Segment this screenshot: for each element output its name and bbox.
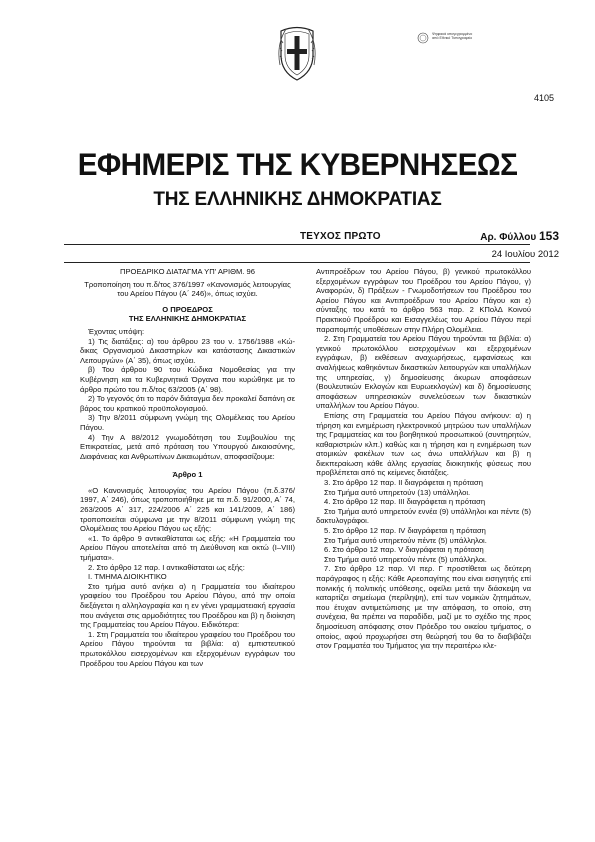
- paragraph: Στο Τμήμα αυτό υπηρετούν πέντε (5) υπάλληλοι.: [324, 535, 487, 545]
- paragraph: 1. Στη Γραμματεία του ιδιαίτερου γραφείου του Προέδρου του Αρείου Πάγου τηρούνται τα βιβλία: α) εμπιστευτικού πρωτοκόλλου εισερχομένων και εξερχομένων εγγράφων του Προέδρου του Αρείου Πάγου και των: [80, 629, 295, 668]
- paragraph: 5. Στο άρθρο 12 παρ. IV διαγράφεται η πρόταση: [324, 526, 486, 536]
- paragraph: Άρθρο 1: [172, 470, 203, 480]
- paragraph: 2. Στο άρθρο 12 παρ. I αντικαθίσταται ως εξής:: [88, 562, 245, 572]
- paragraph: Έχοντας υπόψη:: [88, 326, 145, 336]
- gazette-title: ΕΦΗΜΕΡΙΣ ΤΗΣ ΚΥΒΕΡΝΗΣΕΩΣ: [77, 146, 518, 182]
- paragraph: 2) Το γεγονός ότι το παρόν διάταγμα δεν προκαλεί δαπάνη σε βάρος του κρατικού προϋπολογισμού.: [80, 394, 295, 413]
- paragraph: «Ο Κανονισμός λειτουργίας του Αρείου Πάγου (π.δ.376/ 1997, Α΄ 246), όπως τροποποιήθηκε με τα π.δ. 91/2000, Α΄ 74, 263/2005 Α΄ 317, 224/2006 Α΄ 225 και 141/2009, Α΄ 186) τροποποιείται σύμφωνα με την 8/2011 σύμφωνη γνώμη της Ολομέλειας του Αρείου Πάγου ως εξής:: [80, 485, 295, 534]
- paragraph: Τροποποίηση του π.δ/τος 376/1997 «Κανονισμός λειτουργίας του Αρείου Πάγου (Α΄ 246)», όπως ισχύει.: [84, 279, 291, 299]
- paragraph: ΠΡΟΕΔΡΙΚΟ ΔΙΑΤΑΓΜΑ ΥΠ' ΑΡΙΘΜ. 96: [120, 267, 255, 276]
- paragraph: β) Του άρθρου 90 του Κώδικα Νομοθεσίας για την Κυβέρνηση και τα Κυβερνητικά Όργανα που κυρώθηκε με το άρθρο πρώτο του π.δ/τος 63/2005 (Α΄ 98).: [80, 365, 295, 394]
- greek-coat-of-arms-icon: [278, 25, 316, 83]
- header-rule-bottom: [64, 262, 530, 263]
- stamp-text: Ψηφιακά υπογεγραμμένο από Εθνικό Τυπογραφείο: [432, 32, 473, 41]
- paragraph: Επίσης στη Γραμματεία του Αρείου Πάγου ανήκουν: α) η τήρηση και ενημέρωση ηλεκτρονικού μητρώου των υπαλλήλων της Γραμματείας και του βοηθητικού προσωπικού (συντηρητών, καθαριστριών κλπ.) καθώς και η τήρηση και η ενημέρωση των ατομικών φακέλων των ως άνω υπαλλήλων και β) η διεκπεραίωση κάθε άλλης εργασίας διοικητικής φύσεως που προβλέπεται από τις κείμενες διατάξεις.: [316, 410, 531, 478]
- sheet-label: Αρ. Φύλλου: [480, 232, 537, 243]
- paragraph: «1. Το άρθρο 9 αντικαθίσταται ως εξής: «Η Γραμματεία του Αρείου Πάγου αποτελείται από τη Διεύθυνση και οκτώ (I–VIII) τμήματα».: [80, 533, 295, 563]
- issue-date: 24 Ιουλίου 2012: [491, 249, 559, 260]
- paragraph: 3) Την 8/2011 σύμφωνη γνώμη της Ολομέλειας του Αρείου Πάγου.: [80, 413, 295, 432]
- paragraph: 1) Τις διατάξεις: α) του άρθρου 23 του ν. 1756/1988 «Κώδικας Οργανισμού Δικαστηρίων και κατάστασης Δικαστικών Λειτουργών» (Α΄ 35), όπως ισχύει.: [80, 336, 295, 365]
- gazette-subtitle: ΤΗΣ ΕΛΛΗΝΙΚΗΣ ΔΗΜΟΚΡΑΤΙΑΣ: [153, 189, 442, 210]
- signature-seal-icon: [417, 32, 429, 44]
- paragraph: Στο Τμήμα αυτό υπηρετούν εννέα (9) υπάλληλοι και πέντε (5) δακτυλογράφοι.: [316, 506, 531, 526]
- digital-signature-stamp: [417, 32, 473, 44]
- paragraph: Στο Τμήμα αυτό υπηρετούν πέντε (5) υπάλληλοι.: [324, 554, 487, 564]
- page-number: 4105: [534, 93, 555, 103]
- paragraph: 3. Στο άρθρο 12 παρ. II διαγράφεται η πρόταση: [324, 478, 483, 488]
- header-rule-top: [64, 244, 530, 245]
- paragraph: 4) Την Α 88/2012 γνωμοδότηση του Συμβουλίου της Επικρατείας, μετά από πρόταση του Υπουργού Δικαιοσύνης, Διαφάνειας και Ανθρωπίνων Δικαιωμάτων, αποφασίζουμε:: [80, 432, 295, 461]
- paragraph: Ο ΠΡΟΕΔΡΟΣ: [162, 304, 213, 314]
- sheet-number-block: [480, 229, 559, 243]
- paragraph: 7. Στο άρθρο 12 παρ. VI περ. Γ προστίθεται ως δεύτερη παράγραφος η εξής: Κάθε Αρεοπαγίτης που είναι εισηγητής επί ποινικής ή πολιτικής υπόθεσης, οφείλει μετά την διάσκεψη να καταρτίζει σημείωμα (περίληψη), επί των νομικών ζητημάτων, που έτυχαν αντιμετώπισης με την απόφαση, το οποίο, στη συνέχεια, θα πρέπει να παραδίδει, μαζί με το σχέδιο της προς δημοσίευση απόφασης στον Πρόεδρο του οικείου τμήματος, ο οποίος, αφού προχωρήσει στη θεώρησή του θα το διαβιβάζει στον Γραμματέα του Τμήματος για την περαιτέρω κλε-: [316, 564, 531, 651]
- paragraph: ΤΗΣ ΕΛΛΗΝΙΚΗΣ ΔΗΜΟΚΡΑΤΙΑΣ: [128, 314, 247, 324]
- paragraph: I. ΤΜΗΜΑ ΔΙΟΙΚΗΤΙΚΟ: [88, 572, 167, 582]
- paragraph: 2. Στη Γραμματεία του Αρείου Πάγου τηρούνται τα βιβλία: α) γενικού πρωτοκόλλου εισερχομένων και εξερχομένων εγγράφων, β) εκθέσεων αναχωρήσεως, εμφανίσεως και αναλήψεως καθηκόντων δικαστικών λειτουργών και υπαλλήλων της υπηρεσίας, γ) δημοσίευσης άκυρων αποφάσεων (Βουλευτικών Εκλογών και Ευρωεκλογών) και δ) δημοσίευσης αποφάσεων υπηρεσιακών συνελεύσεων των δικαστικών υπαλλήλων του Αρείου Πάγου.: [316, 334, 531, 411]
- paragraph: Στο Τμήμα αυτό υπηρετούν (13) υπάλληλοι.: [324, 487, 471, 497]
- paragraph: 4. Στο άρθρο 12 παρ. III διαγράφεται η πρόταση: [324, 497, 486, 507]
- paragraph: 6. Στο άρθρο 12 παρ. V διαγράφεται η πρόταση: [324, 545, 484, 555]
- paragraph: Στο τμήμα αυτό ανήκει α) η Γραμματεία του ιδιαίτερου γραφείου του Προέδρου του Αρείου Πάγου, από την οποία διεξάγεται η αλληλογραφία και η εν γένει γραμματειακή εργασία που ανάγεται στις αρμοδιότητες του Προέδρου και β) η διοίκηση της Γραμματείας του Αρείου Πάγου. Ειδικότερα:: [80, 581, 295, 630]
- right-text-column: [316, 267, 531, 651]
- issue-type: ΤΕΥΧΟΣ ΠΡΩΤΟ: [300, 231, 381, 242]
- sheet-number: 153: [538, 229, 559, 243]
- paragraph: Αντιπροέδρων του Αρείου Πάγου, β) γενικού πρωτοκόλλου εξερχομένων εγγράφων του Προέδρου του Αρείου Πάγου, γ) Αναφορών, δ) Πράξεων - Γνωμοδοτήσεων του Προέδρου του Αρείου Πάγου και Αντιπροέδρων του Αρείου Πάγου και ε) σύνταξης του κατά το άρθρο 563 παρ. 2 ΚΠολΔ Κοινού Πρακτικού Προέδρου και Εισαγγελέως του Αρείου Πάγου περί παραπομπής υποθέσεων στην Πλήρη Ολομέλεια.: [316, 267, 531, 334]
- left-text-column: [80, 267, 295, 668]
